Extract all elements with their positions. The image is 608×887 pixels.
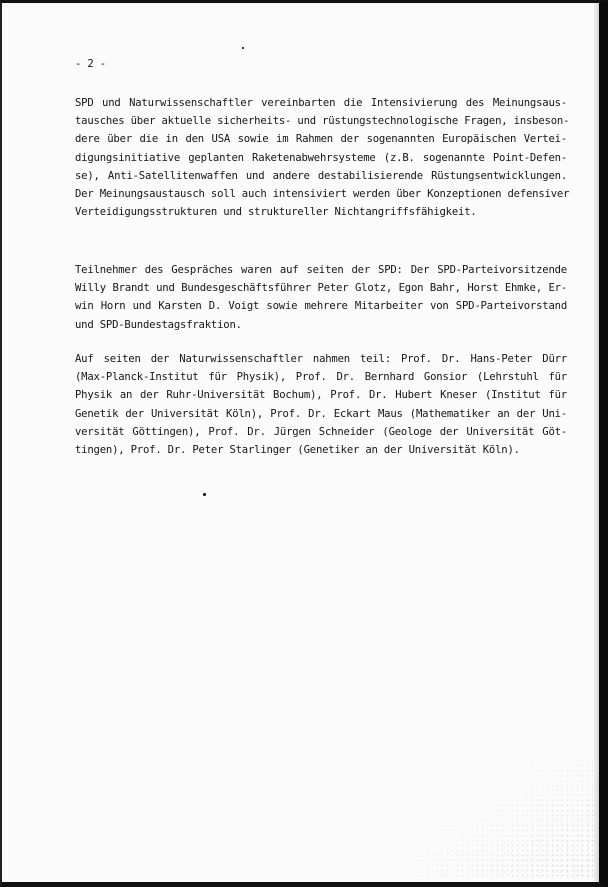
paragraph-line: se), Anti-Satellitenwaffen und andere destabilisierende Rüstungsentwicklungen. <box>75 169 567 182</box>
paragraph-line: win Horn und Karsten D. Voigt sowie mehrere Mitarbeiter von SPD-Parteivorstand <box>75 300 567 313</box>
paragraph-line: (Max-Planck-Institut für Physik), Prof. Dr. Bernhard Gonsior (Lehrstuhl für <box>75 371 567 384</box>
scan-edge-shadow <box>593 3 599 882</box>
page-number: - 2 - <box>75 58 106 70</box>
paragraph-line: Teilnehmer des Gespräches waren auf seiten der SPD: Der SPD-Parteivorsitzende <box>75 264 567 276</box>
paragraph-2 <box>75 261 567 334</box>
paragraph-line: tingen), Prof. Dr. Peter Starlinger (Genetiker an der Universität Köln). <box>75 443 520 456</box>
paragraph-line: dere über die in den USA sowie im Rahmen der sogenannten Europäischen Vertei- <box>75 133 567 146</box>
paragraph-line: Genetik der Universität Köln), Prof. Dr. Eckart Maus (Mathematiker an der Uni- <box>75 407 567 420</box>
paragraph-line: Der Meinungsaustausch soll auch intensiviert werden über Konzeptionen defensiver <box>75 187 570 200</box>
paragraph-line: und SPD-Bundestagsfraktion. <box>75 318 242 331</box>
paragraph-line: Auf seiten der Naturwissenschaftler nahmen teil: Prof. Dr. Hans-Peter Dürr <box>75 353 567 365</box>
paragraph-line: versität Göttingen), Prof. Dr. Jürgen Schneider (Geologe der Universität Göt- <box>75 425 567 438</box>
paragraph-line: digungsinitiative geplanten Raketenabwehrsysteme (z.B. sogenannte Point-Defen- <box>75 151 567 164</box>
paragraph-line: Verteidigungsstrukturen und struktureller Nichtangriffsfähigkeit. <box>75 206 477 219</box>
paragraph-line: Willy Brandt und Bundesgeschäftsführer Peter Glotz, Egon Bahr, Horst Ehmke, Er- <box>75 282 567 295</box>
paragraph-line: Physik an der Ruhr-Universität Bochum), Prof. Dr. Hubert Kneser (Institut für <box>75 389 567 402</box>
paragraph-line: SPD und Naturwissenschaftler vereinbarten die Intensivierung des Meinungsaus- <box>75 97 567 109</box>
paragraph-1 <box>75 94 570 221</box>
paragraph-line: tausches über aktuelle sicherheits- und rüstungstechnologische Fragen, insbeson- <box>75 115 570 128</box>
scan-speck <box>203 493 206 496</box>
paragraph-3 <box>75 350 567 459</box>
scan-noise <box>415 758 595 878</box>
scan-speck <box>242 47 244 49</box>
